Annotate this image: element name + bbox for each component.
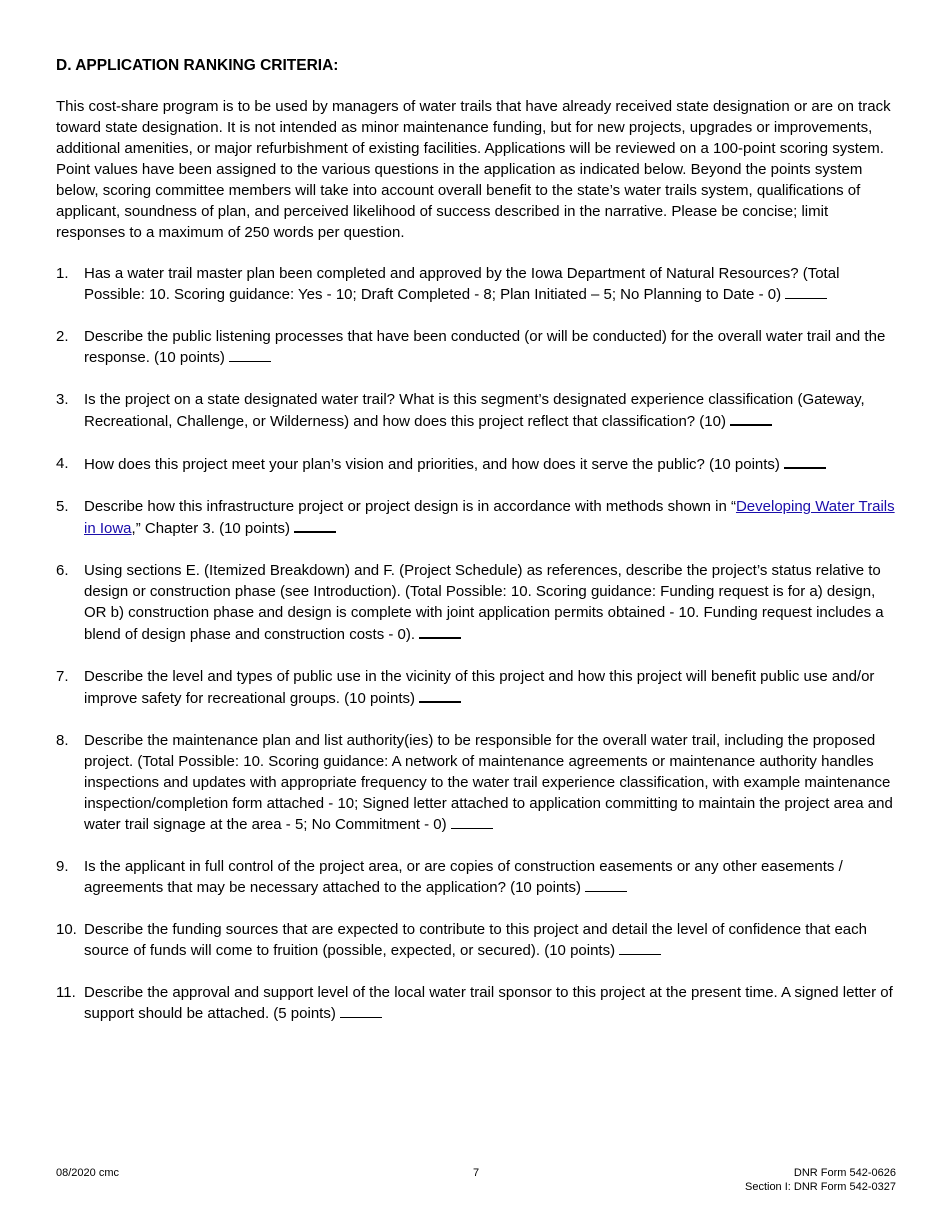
score-blank xyxy=(585,877,627,892)
score-blank xyxy=(419,623,461,639)
footer-form-number: DNR Form 542-0626 xyxy=(793,1167,896,1179)
score-blank xyxy=(419,687,461,703)
criteria-item-2 xyxy=(56,326,896,368)
criteria-item-7 xyxy=(56,666,896,709)
footer-section-form-number: Section I: DNR Form 542-0327 xyxy=(744,1181,896,1193)
item-text-after: ,” Chapter 3. (10 points) xyxy=(131,520,290,537)
criteria-item-11 xyxy=(56,982,896,1024)
item-text: Describe the funding sources that are expected to contribute to this project and detail the level of confidence that each source of funds will come to fruition (possible, expected, or secured). (10 points) xyxy=(84,921,867,959)
item-text: Is the applicant in full control of the project area, or are copies of construction easements or any other easements / agreements that may be necessary attached to the application? (10 points) xyxy=(84,858,843,896)
item-number: 6. xyxy=(56,562,69,579)
item-text: Using sections E. (Itemized Breakdown) and F. (Project Schedule) as references, describe the project’s status relative to design or construction phase (see Introduction). (Total Possible: 10. Scoring guidance: Funding request is for a) design, OR b) construction phase and design is complete with joint application permits obtained - 10. Funding request includes a blend of design phase and construction costs - 0). xyxy=(84,562,884,643)
item-text-before: Describe how this infrastructure project or project design is in accordance with methods shown in “ xyxy=(84,498,736,515)
item-text: Describe the maintenance plan and list authority(ies) to be responsible for the overall water trail, including the proposed project. (Total Possible: 10. Scoring guidance: A network of maintenance agreements or maintenance authority handles inspections and updates with appropriate frequency to the water trail experience classification, with example maintenance inspection/completion form attached - 10; Signed letter attached to application committing to maintain the project area and water trail signage at the area - 5; No Commitment - 0) xyxy=(84,732,893,833)
item-number: 4. xyxy=(56,455,69,472)
item-number: 9. xyxy=(56,858,69,875)
criteria-item-6 xyxy=(56,560,896,645)
item-text: Describe the level and types of public use in the vicinity of this project and how this project will benefit public use and/or improve safety for recreational groups. (10 points) xyxy=(84,668,875,707)
item-text: Describe the approval and support level of the local water trail sponsor to this project at the present time. A signed letter of support should be attached. (5 points) xyxy=(84,984,893,1022)
item-number: 5. xyxy=(56,498,69,515)
criteria-item-3 xyxy=(56,389,896,432)
page-content xyxy=(56,56,896,1045)
section-heading: D. APPLICATION RANKING CRITERIA: xyxy=(56,57,339,74)
criteria-item-8 xyxy=(56,730,896,835)
item-number: 7. xyxy=(56,668,69,685)
score-blank xyxy=(785,284,827,299)
criteria-list xyxy=(56,263,896,1024)
footer-page-number: 7 xyxy=(472,1167,480,1179)
item-text: How does this project meet your plan’s vision and priorities, and how does it serve the public? (10 points) xyxy=(84,456,780,473)
criteria-item-5 xyxy=(56,496,896,539)
criteria-item-9 xyxy=(56,856,896,898)
footer-form-numbers xyxy=(745,1166,896,1194)
score-blank xyxy=(619,940,661,955)
score-blank xyxy=(730,410,772,426)
score-blank xyxy=(229,347,271,362)
score-blank xyxy=(294,517,336,533)
item-number: 11. xyxy=(56,984,76,1001)
criteria-item-4 xyxy=(56,453,896,475)
score-blank xyxy=(340,1003,382,1018)
criteria-item-10 xyxy=(56,919,896,961)
score-blank xyxy=(784,453,826,469)
item-number: 2. xyxy=(56,328,69,345)
item-text: Is the project on a state designated water trail? What is this segment’s designated experience classification (Gateway, Recreational, Challenge, or Wilderness) and how does this project reflect that classification? (10) xyxy=(84,391,865,430)
item-text: Has a water trail master plan been completed and approved by the Iowa Department of Natural Resources? (Total Possible: 10. Scoring guidance: Yes - 10; Draft Completed - 8; Plan Initiated – 5; No Planning to Date - 0) xyxy=(84,265,840,303)
score-blank xyxy=(451,814,493,829)
intro-paragraph: This cost-share program is to be used by managers of water trails that have already received state designation or are on track toward state designation. It is not intended as minor maintenance funding, but for new projects, upgrades or improvements, additional amenities, or major refurbishment of existing facilities. Applications will be reviewed on a 100-point scoring system. Point values have been assigned to the various questions in the application as indicated below. Beyond the points system below, scoring committee members will take into account overall benefit to the state’s water trails system, qualifications of applicant, soundness of plan, and perceived likelihood of success described in the narrative. Please be concise; limit responses to a maximum of 250 words per question. xyxy=(56,98,891,241)
item-number: 10. xyxy=(56,921,77,938)
item-text: Describe the public listening processes that have been conducted (or will be conducted) for the overall water trail and the response. (10 points) xyxy=(84,328,886,366)
footer-revision-date: 08/2020 cmc xyxy=(56,1167,119,1179)
item-number: 8. xyxy=(56,732,69,749)
criteria-item-1 xyxy=(56,263,896,305)
item-number: 3. xyxy=(56,391,69,408)
developing-water-trails-link[interactable]: Developing Water Trails in Iowa xyxy=(84,498,895,537)
item-number: 1. xyxy=(56,265,69,282)
